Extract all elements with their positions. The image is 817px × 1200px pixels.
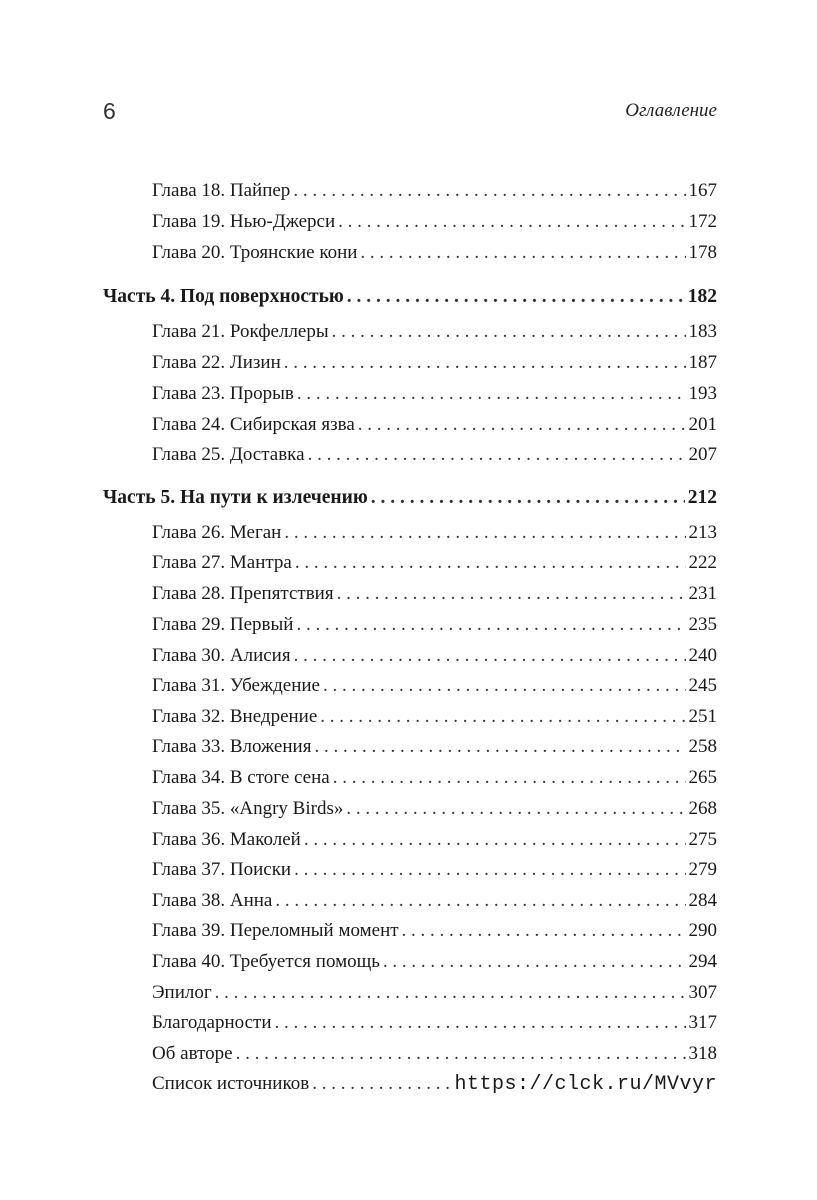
toc-chapter-entry [103, 441, 717, 469]
toc-entry-page: 183 [688, 321, 717, 342]
toc-part-entry [103, 484, 717, 512]
toc-entry-title: Глава 35. «Angry Birds» [152, 798, 344, 819]
toc-entry-title: Глава 26. Меган [152, 522, 282, 543]
toc-dot-leader [358, 411, 686, 439]
toc-chapter-entry [103, 611, 717, 639]
toc-chapter-entry [103, 917, 717, 945]
toc-entry-title: Глава 31. Убеждение [152, 675, 320, 696]
toc-entry-title: Глава 37. Поиски [152, 859, 292, 880]
toc-entry-page: 265 [688, 767, 717, 788]
toc-entry-title: Глава 28. Препятствия [152, 583, 334, 604]
toc-entry-page: 251 [688, 706, 717, 727]
toc-dot-leader [346, 795, 685, 823]
toc-entry-title: Глава 18. Пайпер [152, 180, 291, 201]
toc-entry-title: Глава 33. Вложения [152, 736, 312, 757]
toc-entry-page: 245 [688, 675, 717, 696]
toc-chapter-entry [103, 979, 717, 1007]
toc-entry-title: Глава 39. Переломный момент [152, 920, 399, 941]
toc-entry-link[interactable]: https://clck.ru/MVvyr [454, 1073, 717, 1096]
toc-chapter-entry [103, 177, 717, 205]
toc-entry-title: Глава 23. Прорыв [152, 383, 294, 404]
toc-dot-leader [402, 917, 686, 945]
toc-chapter-entry [103, 580, 717, 608]
toc-chapter-entry [103, 826, 717, 854]
toc-dot-leader [294, 642, 686, 670]
toc-entry-page: 207 [688, 444, 717, 465]
toc-entry-title: Глава 30. Алисия [152, 645, 291, 666]
toc-entry-title: Эпилог [152, 982, 212, 1003]
toc-dot-leader [338, 208, 685, 236]
toc-dot-leader [383, 948, 686, 976]
toc-entry-title: Глава 34. В стоге сена [152, 767, 330, 788]
toc-entry-page: 231 [688, 583, 717, 604]
toc-entry-title: Глава 21. Рокфеллеры [152, 321, 329, 342]
toc-entry-title: Глава 20. Троянские кони [152, 242, 358, 263]
toc-entry-title: Список источников [152, 1073, 310, 1094]
toc-dot-leader [360, 239, 685, 267]
toc-entry-page: 275 [688, 829, 717, 850]
toc-entry-page: 294 [688, 951, 717, 972]
toc-dot-leader [337, 580, 686, 608]
toc-chapter-entry [103, 642, 717, 670]
toc-dot-leader [296, 611, 685, 639]
toc-entry-title: Глава 36. Маколей [152, 829, 301, 850]
toc-chapter-entry [103, 549, 717, 577]
page-number: 6 [103, 98, 116, 124]
toc-dot-leader [215, 979, 686, 1007]
toc-chapter-entry [103, 380, 717, 408]
toc-entry-page: 240 [688, 645, 717, 666]
toc-dot-leader [314, 733, 685, 761]
toc-entry-page: 212 [687, 487, 717, 508]
toc-entry-title: Глава 40. Требуется помощь [152, 951, 380, 972]
toc-entry-page: 268 [688, 798, 717, 819]
toc-part-entry [103, 283, 717, 311]
toc-dot-leader [323, 672, 686, 700]
toc-entry-page: 201 [688, 414, 717, 435]
toc-chapter-entry [103, 948, 717, 976]
toc-chapter-entry [103, 795, 717, 823]
toc-entry-title: Глава 22. Лизин [152, 352, 281, 373]
toc-dot-leader [284, 519, 685, 547]
toc-entry-page: 213 [688, 522, 717, 543]
toc-chapter-entry [103, 239, 717, 267]
toc-dot-leader [293, 177, 685, 205]
toc-dot-leader [275, 887, 685, 915]
toc-chapter-entry [103, 1009, 717, 1037]
toc-entry-title: Глава 24. Сибирская язва [152, 414, 355, 435]
toc-dot-leader [275, 1009, 686, 1037]
page-header [103, 96, 717, 130]
toc-chapter-entry [103, 519, 717, 547]
toc-dot-leader [236, 1040, 686, 1068]
toc-chapter-entry [103, 856, 717, 884]
toc-dot-leader [371, 484, 685, 512]
toc-entry-page: 279 [688, 859, 717, 880]
toc-entry-title: Часть 5. На пути к излечению [103, 487, 368, 508]
toc-entry-page: 193 [688, 383, 717, 404]
toc-entry-page: 235 [688, 614, 717, 635]
toc-chapter-entry [103, 411, 717, 439]
toc-entry-page: 258 [688, 736, 717, 757]
toc-entry-title: Глава 29. Первый [152, 614, 294, 635]
running-title: Оглавление [625, 100, 717, 121]
toc-entry-page: 167 [688, 180, 717, 201]
toc-entry-page: 187 [688, 352, 717, 373]
toc-dot-leader [333, 764, 686, 792]
toc-dot-leader [304, 826, 686, 854]
toc-dot-leader [332, 318, 686, 346]
toc-dot-leader [312, 1070, 451, 1098]
toc-entry-page: 172 [688, 211, 717, 232]
toc-chapter-entry [103, 733, 717, 761]
toc-chapter-entry [103, 1040, 717, 1068]
toc-entry-title: Часть 4. Под поверхностью [103, 286, 344, 307]
toc-chapter-entry [103, 349, 717, 377]
toc-entry-title: Глава 27. Мантра [152, 552, 292, 573]
toc-entry-title: Глава 32. Внедрение [152, 706, 318, 727]
toc-chapter-entry [103, 1070, 717, 1098]
toc-entry-page: 307 [688, 982, 717, 1003]
toc-dot-leader [294, 856, 685, 884]
toc-entry-title: Глава 19. Нью-Джерси [152, 211, 336, 232]
toc-entry-page: 290 [688, 920, 717, 941]
toc-entry-page: 317 [688, 1012, 717, 1033]
toc-entry-title: Об авторе [152, 1043, 233, 1064]
toc-entry-page: 318 [688, 1043, 717, 1064]
toc-entry-page: 178 [688, 242, 717, 263]
toc-chapter-entry [103, 672, 717, 700]
toc-entry-page: 182 [687, 286, 717, 307]
toc-entry-page: 284 [688, 890, 717, 911]
toc-dot-leader [284, 349, 686, 377]
toc-entry-title: Благодарности [152, 1012, 272, 1033]
toc-entry-page: 222 [688, 552, 717, 573]
toc-entry-title: Глава 38. Анна [152, 890, 273, 911]
toc-dot-leader [320, 703, 685, 731]
toc-dot-leader [297, 380, 686, 408]
toc-chapter-entry [103, 703, 717, 731]
toc-chapter-entry [103, 764, 717, 792]
toc-chapter-entry [103, 208, 717, 236]
toc-chapter-entry [103, 887, 717, 915]
toc-entry-title: Глава 25. Доставка [152, 444, 305, 465]
toc-dot-leader [308, 441, 686, 469]
toc-chapter-entry [103, 318, 717, 346]
toc-dot-leader [295, 549, 686, 577]
toc-dot-leader [347, 283, 685, 311]
